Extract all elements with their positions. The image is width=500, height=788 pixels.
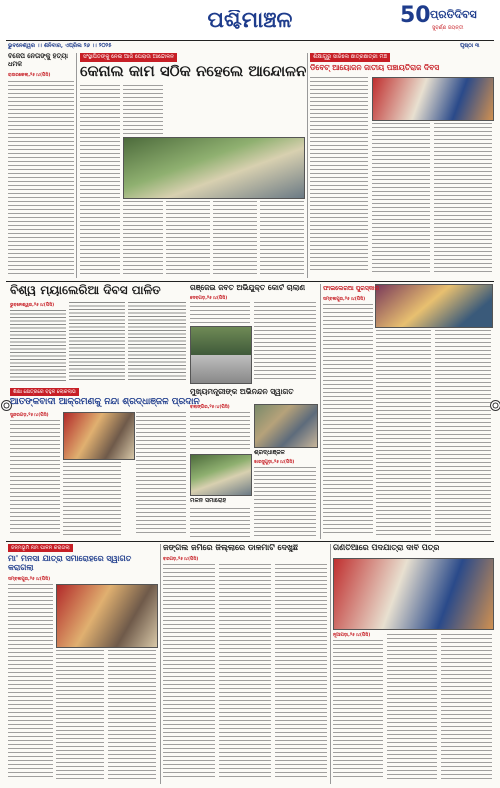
story-kicker: ଶିକ୍ଷା କ୍ଷେତ୍ରରେ ବହୁଳ ଲୋକଲାଭ [10, 388, 79, 396]
news-photo-march [333, 558, 494, 630]
story-body-text [63, 462, 121, 536]
story-body-text [376, 330, 431, 536]
story-dateline: ସୁନ୍ଦରଗଡ଼,୨୫।୪(ପିସି) [10, 413, 49, 418]
story-headline: ଆତଙ୍କବାଦୀ ଆକ୍ରମଣକୁ ନିନ୍ଦା ଶ୍ରଦ୍ଧାଞ୍ଜଳି ପ୍ରଦାନ [10, 398, 200, 407]
story-body-text [8, 81, 74, 276]
story-headline: ଡିବେଟ୍ ଆୟୋଜନ ଜାତୀୟ ପଞ୍ଚାୟତିରାଜ ଦିବସ [310, 64, 440, 72]
story-body-text [387, 634, 437, 780]
story-panchayati-raj [310, 53, 494, 278]
story-canal [80, 53, 305, 278]
story-headline: ବିଜେପି ନେତାଙ୍କୁ ହତ୍ୟା ଧମକ [8, 53, 68, 68]
story-ganja-seized [190, 284, 318, 384]
story-dateline: ନୂଆପଡ଼ା,୨୫।୪(ପିସି) [333, 633, 371, 638]
story-dateline: ଦେବଗଡ଼,୨୫।୪(ପିସି) [190, 296, 228, 301]
story-headline: ଗଣତିଆରେ ପଦଯାତ୍ରା ଦାବି ପତ୍ର [333, 544, 440, 552]
news-photo-rally [63, 412, 135, 460]
story-maa-mansa [8, 544, 158, 784]
story-body-text [275, 564, 327, 780]
story-headline: ମୁଖ୍ୟମନ୍ତ୍ରୀଙ୍କ ଅଭିନନ୍ଦନ ସ୍ୱାଗତ [190, 388, 294, 396]
story-dateline: ବରଗଡ଼,୨୫।୪(ପିସି) [163, 557, 199, 562]
story-body-text [190, 302, 250, 324]
story-headline: କେନାଲ କାମ ସଠିକ ନହେଲେ ଆନ୍ଦୋଳନ [80, 64, 307, 79]
column-rule [320, 284, 321, 539]
story-milan-ceremony [190, 404, 318, 538]
story-body-text [254, 467, 316, 538]
story-body-text [123, 201, 163, 275]
story-dateline: ବଲାଙ୍ଗିର,୨୫।୪(ପିସି) [190, 405, 230, 410]
news-photo-portrait [254, 404, 318, 448]
story-body-text [163, 564, 215, 780]
story-body-text [80, 85, 120, 275]
story-dateline: ସମ୍ବଲପୁର,୨୫।୪(ପିସି) [323, 297, 366, 302]
story-headline: ଫାଇଲେରିଆ ପୁରସ୍କାର [323, 286, 380, 292]
story-body-text [8, 584, 53, 780]
column-rule [76, 53, 77, 278]
story-body-text [190, 412, 250, 452]
story-dateline: ଭୁବନେଶ୍ୱର,୨୫।୪(ପିସି) [10, 303, 55, 308]
story-body-text [56, 650, 104, 780]
masthead [0, 0, 500, 50]
story-body-text [310, 77, 368, 272]
story-body-text [372, 123, 430, 273]
story-headline: ଶ୍ରଦ୍ଧାଞ୍ଜଳି [254, 450, 285, 456]
story-body-text [435, 330, 491, 536]
story-kicker: ସଂସ୍ଥାପିତଙ୍କୁ ନେଇ ଆଜି ଘେରାଉ ଆନ୍ଦୋଳନ [80, 53, 177, 62]
story-body-text [69, 302, 125, 382]
column-rule [160, 544, 161, 784]
story-body-text [10, 420, 60, 536]
story-filaria-award [323, 284, 494, 539]
anniversary-logo [400, 5, 495, 37]
story-dateline: ସମ୍ବଲପୁର,୨୫।୪(ପିସି) [8, 577, 51, 582]
anniversary-number: 50 [400, 5, 431, 27]
story-headline: ବିଶ୍ୱ ମ୍ୟାଲେରିଆ ଦିବସ ପାଳିତ [10, 284, 161, 296]
story-malaria-day [8, 284, 188, 384]
section-rule [6, 541, 494, 542]
story-body-text [260, 201, 304, 275]
story-cm-welcome [190, 386, 318, 402]
news-photo-meeting [190, 454, 252, 496]
page-number: ପୃଷ୍ଠା ୩ [460, 43, 480, 49]
story-body-text [108, 650, 156, 780]
news-photo-award [375, 284, 493, 328]
story-body-text [441, 634, 492, 780]
story-headline: ଗଞ୍ଜେଇ ଜବତ ଅଭିଯୁକ୍ତ କୋର୍ଟ ଚାଲାଣ [190, 284, 305, 292]
story-body-text [434, 123, 492, 273]
story-terror-condemn [8, 388, 200, 538]
story-headline: ଜଙ୍ଗଲ ଜମିରେ ଜିଲ୍ଲାରେ ଡାଳମାଟି ଦେଖୁଛି [163, 544, 299, 552]
story-headline: ମା' ମନସା ଯାତ୍ରା ସମାରୋହରେ ସ୍ୱାଗତ କରାଗଲା [8, 554, 132, 573]
dateline: ଭୁବନେଶ୍ୱର ।। ଶନିବାର, ଏପ୍ରିଲ ୨୬ ।। ୨୦୨୫ [8, 43, 112, 49]
brand-name: ପ୍ରତିଦିବସ [430, 9, 477, 20]
section-title: ପଶ୍ଚିମାଞ୍ଚଳ [207, 10, 293, 32]
news-photo-car [190, 326, 252, 384]
news-photo-procession [56, 584, 158, 648]
story-body-text [333, 640, 383, 780]
story-kicker: ଜନ୍ମଭୂମି ନାମ ପାଳନ କରାଗଲା [8, 544, 73, 552]
story-dateline: ରାଉରକେଲା,୨୫।୪(ପିସି) [8, 72, 51, 78]
story-body-text [128, 302, 186, 382]
masthead-rule [6, 40, 494, 41]
column-rule [307, 53, 308, 278]
story-body-text [10, 310, 66, 382]
story-headline: ମିଳନ ସମାରୋହ [190, 498, 227, 504]
story-body-text [219, 564, 271, 780]
story-body-text [190, 508, 250, 538]
story-padayatra [333, 544, 494, 784]
story-forest-land [163, 544, 328, 784]
story-body-text [123, 85, 163, 135]
story-body-text [254, 302, 316, 382]
column-rule [330, 544, 331, 784]
story-bjp-threat [8, 53, 74, 278]
story-body-text [166, 201, 210, 275]
story-body-text [323, 304, 373, 536]
story-body-text [136, 412, 186, 536]
news-photo-group [123, 137, 305, 199]
story-body-text [213, 201, 257, 275]
story-dateline: ଝାରସୁଗୁଡ଼ା,୨୫।୪(ପିସି) [254, 460, 295, 465]
section-rule [6, 281, 494, 282]
news-photo-ceremony [372, 77, 494, 121]
anniversary-tag: ସୁବର୍ଣ୍ଣ ଜୟନ୍ତୀ [432, 25, 464, 31]
story-banner: ଶିକ୍ଷାଗୁରୁ ସାଜିଲେ ଛାତ୍ରଛାତ୍ରୀ ମଞ୍ଚ [310, 53, 390, 62]
